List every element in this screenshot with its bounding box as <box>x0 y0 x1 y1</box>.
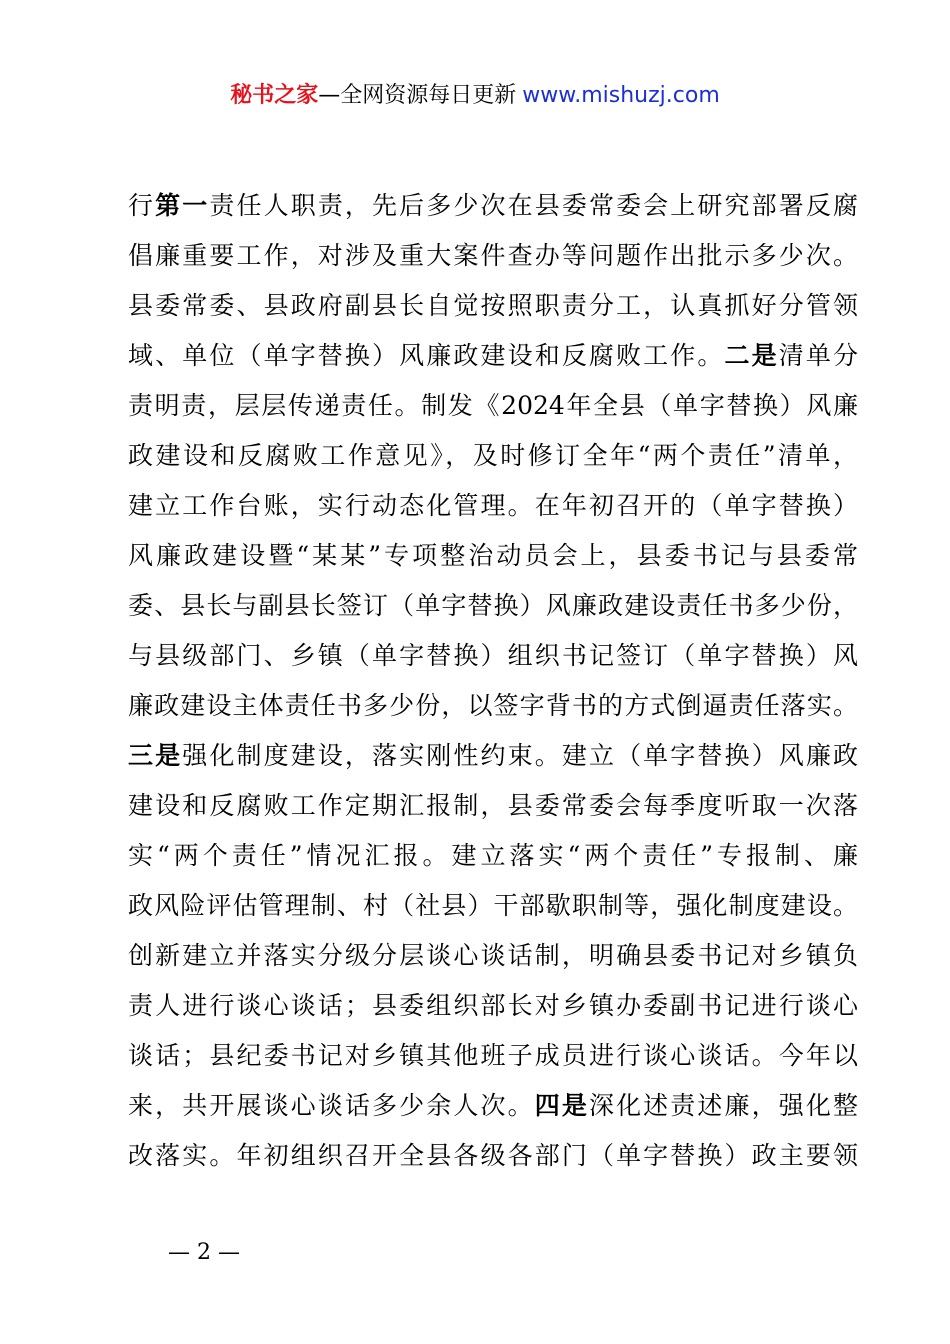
body-line <box>128 681 858 731</box>
body-line <box>128 431 858 481</box>
line-text: 责任人职责，先后多少次在县委常委会上研究部署反腐 <box>209 191 858 220</box>
line-text: 谈话；县纪委书记对乡镇其他班子成员进行谈心谈话。今年以 <box>128 1041 858 1070</box>
body-line <box>128 981 858 1031</box>
line-text: 廉政建设主体责任书多少份，以签字背书的方式倒逼责任落实。 <box>128 691 858 720</box>
body-line <box>128 1031 858 1081</box>
body-line <box>128 581 858 631</box>
line-text: 建设和反腐败工作定期汇报制，县委常委会每季度听取一次落 <box>128 791 858 820</box>
line-text: 深化述责述廉，强化整 <box>588 1091 858 1120</box>
line-text: 改落实。年初组织召开全县各级各部门（单字替换）政主要领 <box>128 1141 858 1170</box>
body-line <box>128 481 858 531</box>
body-line <box>128 1081 858 1131</box>
site-header <box>0 78 950 114</box>
site-brand: 秘书之家 <box>230 83 319 108</box>
line-text: 委、县长与副县长签订（单字替换）风廉政建设责任书多少份， <box>128 591 858 620</box>
body-line <box>128 831 858 881</box>
body-line <box>128 531 858 581</box>
line-text: 倡廉重要工作，对涉及重大案件查办等问题作出批示多少次。 <box>128 241 858 270</box>
line-text: 与县级部门、乡镇（单字替换）组织书记签订（单字替换）风 <box>128 641 858 670</box>
body-line <box>128 331 858 381</box>
line-text: 县委常委、县政府副县长自觉按照职责分工，认真抓好分管领 <box>128 291 858 320</box>
body-line <box>128 231 858 281</box>
site-url-link[interactable]: www.mishuzj.com <box>522 83 720 108</box>
line-text: 实“两个责任”情况汇报。建立落实“两个责任”专报制、廉 <box>128 841 858 870</box>
line-text: 域、单位（单字替换）风廉政建设和反腐败工作。 <box>128 341 725 370</box>
line-text: 来，共开展谈心谈话多少余人次。 <box>128 1091 535 1120</box>
line-emphasis: 二是 <box>724 341 779 370</box>
line-text: 建立工作台账，实行动态化管理。在年初召开的（单字替换） <box>128 491 858 520</box>
line-text: 强化制度建设，落实刚性约束。建立（单字替换）风廉政 <box>182 741 858 770</box>
body-line <box>128 281 858 331</box>
body-line <box>128 881 858 931</box>
body-line <box>128 931 858 981</box>
line-text: 政建设和反腐败工作意见》，及时修订全年“两个责任”清单， <box>128 441 858 470</box>
body-line <box>128 181 858 231</box>
line-emphasis: 三是 <box>128 741 183 770</box>
body-line <box>128 381 858 431</box>
line-emphasis: 四是 <box>534 1091 589 1120</box>
body-line <box>128 781 858 831</box>
page-number: — 2 — <box>168 1240 240 1265</box>
line-text: 行 <box>128 191 156 220</box>
line-emphasis: 第一 <box>155 191 210 220</box>
line-text: 责人进行谈心谈话；县委组织部长对乡镇办委副书记进行谈心 <box>128 991 858 1020</box>
body-line <box>128 1131 858 1181</box>
site-tagline: —全网资源每日更新 <box>318 83 517 108</box>
line-text: 政风险评估管理制、村（社县）干部歇职制等，强化制度建设。 <box>128 891 858 920</box>
document-body <box>128 181 858 1181</box>
body-line <box>128 731 858 781</box>
line-text: 清单分 <box>778 341 858 370</box>
line-text: 责明责，层层传递责任。制发《2024年全县（单字替换）风廉 <box>128 391 858 420</box>
line-text: 风廉政建设暨“某某”专项整治动员会上，县委书记与县委常 <box>128 541 858 570</box>
body-line <box>128 631 858 681</box>
line-text: 创新建立并落实分级分层谈心谈话制，明确县委书记对乡镇负 <box>128 941 858 970</box>
